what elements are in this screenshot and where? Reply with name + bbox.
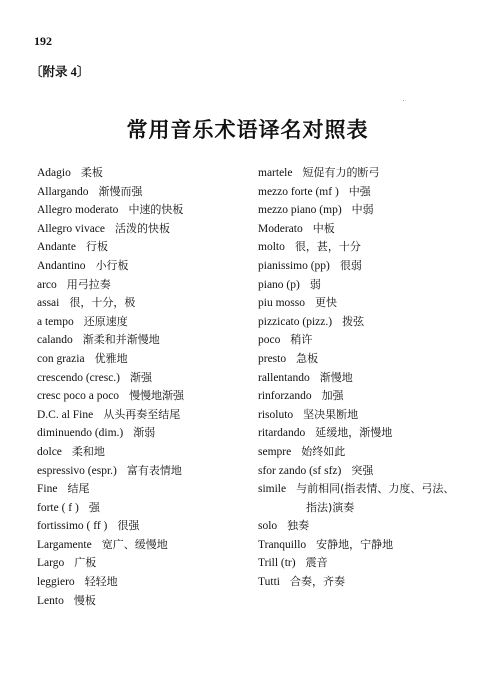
glossary-entry (37, 406, 242, 425)
entry-term: sempre (258, 445, 292, 458)
entry-term: Largo (37, 557, 65, 570)
entry-meaning: 始终如此 (301, 444, 346, 458)
glossary-entry (37, 183, 242, 202)
entry-meaning: 很，十分，极 (69, 296, 136, 310)
glossary-entry (37, 220, 242, 239)
glossary-entry (258, 443, 478, 462)
glossary-entry (37, 480, 242, 499)
entry-term: mezzo forte (mf ) (258, 185, 339, 198)
glossary-entry (37, 462, 242, 481)
entry-meaning: 独奏 (287, 519, 310, 533)
entry-meaning: 从头再奏至结尾 (103, 407, 181, 421)
glossary-entry (258, 424, 478, 443)
entry-meaning: 很，甚，十分 (294, 240, 361, 254)
terms-column-left (37, 164, 242, 610)
entry-term: Tutti (258, 576, 280, 589)
entry-term: espressivo (espr.) (37, 464, 117, 477)
glossary-entry (258, 536, 478, 555)
glossary-entry (258, 406, 478, 425)
entry-meaning: 稍许 (290, 333, 313, 347)
entry-term: Andante (37, 241, 76, 254)
entry-meaning: 渐柔和并渐慢地 (82, 333, 160, 347)
glossary-entry (37, 592, 242, 611)
entry-term: Fine (37, 483, 58, 496)
glossary-entry (37, 276, 242, 295)
appendix-label: 〔附录 4〕 (30, 65, 90, 79)
entry-term: mezzo piano (mp) (258, 204, 342, 217)
entry-term: risoluto (258, 408, 294, 421)
entry-term: a tempo (37, 315, 74, 328)
entry-meaning: 与前相同(指表情、力度、弓法、 (296, 482, 455, 496)
entry-term: cresc poco a poco (37, 390, 120, 403)
entry-meaning: 强 (88, 500, 100, 514)
scan-speck (403, 100, 404, 101)
glossary-entry (258, 257, 478, 276)
glossary-entry (258, 220, 478, 239)
glossary-entry (258, 164, 478, 183)
glossary-entry (258, 294, 478, 313)
entry-term: simile (258, 483, 287, 496)
entry-term: presto (258, 352, 287, 365)
entry-meaning: 结尾 (67, 482, 90, 496)
glossary-entry (258, 462, 478, 481)
entry-meaning: 中速的快板 (128, 203, 184, 217)
glossary-entry (258, 331, 478, 350)
entry-term: sfor zando (sf sfz) (258, 464, 342, 477)
entry-term: Allargando (37, 185, 89, 198)
entry-meaning: 更快 (314, 296, 337, 310)
entry-meaning: 震音 (305, 556, 328, 570)
entry-meaning: 中板 (312, 221, 335, 235)
entry-term: Trill (tr) (258, 557, 296, 570)
entry-meaning: 拨弦 (342, 314, 365, 328)
entry-term: pianissimo (pp) (258, 259, 330, 272)
entry-term: pizzicato (pizz.) (258, 315, 333, 328)
glossary-entry (37, 443, 242, 462)
entry-term: assai (37, 297, 60, 310)
entry-meaning: 很强 (117, 519, 140, 533)
glossary-entry (258, 238, 478, 257)
entry-meaning: 中强 (348, 184, 371, 198)
entry-term: Allegro vivace (37, 222, 106, 235)
entry-meaning: 延缓地，渐慢地 (315, 426, 393, 440)
glossary-entry (258, 573, 478, 592)
entry-term: leggiero (37, 576, 75, 589)
entry-term: ritardando (258, 427, 306, 440)
entry-meaning: 弱 (309, 277, 321, 291)
glossary-entry (37, 499, 242, 518)
entry-term: arco (37, 278, 57, 291)
entry-term: piano (p) (258, 278, 300, 291)
glossary-entry (37, 350, 242, 369)
glossary-entry (37, 294, 242, 313)
entry-meaning: 渐慢而强 (98, 184, 143, 198)
glossary-entry (258, 480, 478, 517)
entry-meaning: 合奏，齐奏 (289, 575, 345, 589)
glossary-entry (37, 554, 242, 573)
glossary-entry (37, 313, 242, 332)
terms-column-right (258, 164, 478, 592)
glossary-entry (258, 313, 478, 332)
entry-term: fortissimo ( ff ) (37, 520, 108, 533)
glossary-entry (37, 573, 242, 592)
entry-meaning: 慢慢地渐强 (129, 389, 185, 403)
entry-meaning: 很弱 (339, 258, 362, 272)
entry-meaning: 宽广、缓慢地 (101, 537, 168, 551)
glossary-entry (37, 387, 242, 406)
entry-meaning: 活泼的快板 (115, 221, 171, 235)
entry-meaning: 渐弱 (133, 426, 156, 440)
entry-meaning: 柔板 (80, 166, 103, 179)
entry-meaning: 行板 (85, 240, 108, 254)
entry-term: martele (258, 167, 293, 179)
glossary-entry (37, 201, 242, 220)
entry-term: poco (258, 334, 281, 347)
entry-meaning: 渐强 (130, 370, 152, 384)
entry-term: Adagio (37, 167, 71, 179)
entry-term: D.C. al Fine (37, 408, 94, 421)
entry-term: crescendo (cresc.) (37, 371, 120, 384)
entry-term: piu mosso (258, 297, 305, 310)
entry-meaning: 还原速度 (83, 314, 128, 328)
page-number: 192 (34, 34, 52, 48)
glossary-entry (37, 517, 242, 536)
entry-meaning: 突强 (351, 463, 374, 477)
entry-term: rallentando (258, 371, 310, 384)
glossary-entry (258, 387, 478, 406)
entry-meaning: 安静地，宁静地 (316, 537, 394, 551)
glossary-entry (37, 536, 242, 555)
glossary-entry (37, 331, 242, 350)
entry-meaning: 急板 (296, 351, 319, 365)
entry-term: Lento (37, 594, 64, 607)
entry-meaning: 优雅地 (94, 351, 128, 365)
entry-term: Largamente (37, 538, 92, 551)
entry-meaning: 渐慢地 (319, 370, 353, 384)
entry-term: dolce (37, 445, 62, 458)
page-title: 常用音乐术语译名对照表 (126, 118, 369, 142)
entry-meaning: 柔和地 (71, 444, 105, 458)
glossary-entry (258, 517, 478, 536)
glossary-entry (258, 369, 478, 388)
entry-term: diminuendo (dim.) (37, 427, 124, 440)
glossary-entry (258, 183, 478, 202)
entry-meaning: 轻轻地 (84, 575, 118, 589)
entry-meaning: 慢板 (73, 593, 96, 607)
entry-term: rinforzando (258, 390, 312, 403)
entry-meaning: 小行板 (95, 258, 129, 272)
glossary-entry (37, 238, 242, 257)
glossary-entry (258, 201, 478, 220)
entry-term: Allegro moderato (37, 204, 119, 217)
entry-meaning: 用弓拉奏 (66, 277, 111, 291)
entry-term: solo (258, 520, 278, 533)
entry-meaning-continuation: 指法)演奏 (306, 500, 355, 514)
entry-meaning: 坚决果断地 (303, 407, 359, 421)
entry-meaning: 短促有力的断弓 (302, 166, 380, 179)
entry-meaning: 中弱 (351, 203, 374, 217)
entry-term: con grazia (37, 352, 85, 365)
glossary-entry (258, 276, 478, 295)
entry-term: Andantino (37, 259, 86, 272)
glossary-entry (258, 554, 478, 573)
entry-term: Tranquillo (258, 538, 307, 551)
entry-term: molto (258, 241, 285, 254)
entry-term: calando (37, 334, 73, 347)
glossary-entry (37, 424, 242, 443)
glossary-entry (37, 369, 242, 388)
entry-meaning: 广板 (74, 556, 97, 570)
glossary-entry (258, 350, 478, 369)
entry-meaning: 加强 (321, 389, 344, 403)
entry-term: Moderato (258, 222, 303, 235)
glossary-entry (37, 164, 242, 183)
entry-term: forte ( f ) (37, 501, 79, 514)
glossary-entry (37, 257, 242, 276)
entry-meaning: 富有表情地 (126, 463, 182, 477)
